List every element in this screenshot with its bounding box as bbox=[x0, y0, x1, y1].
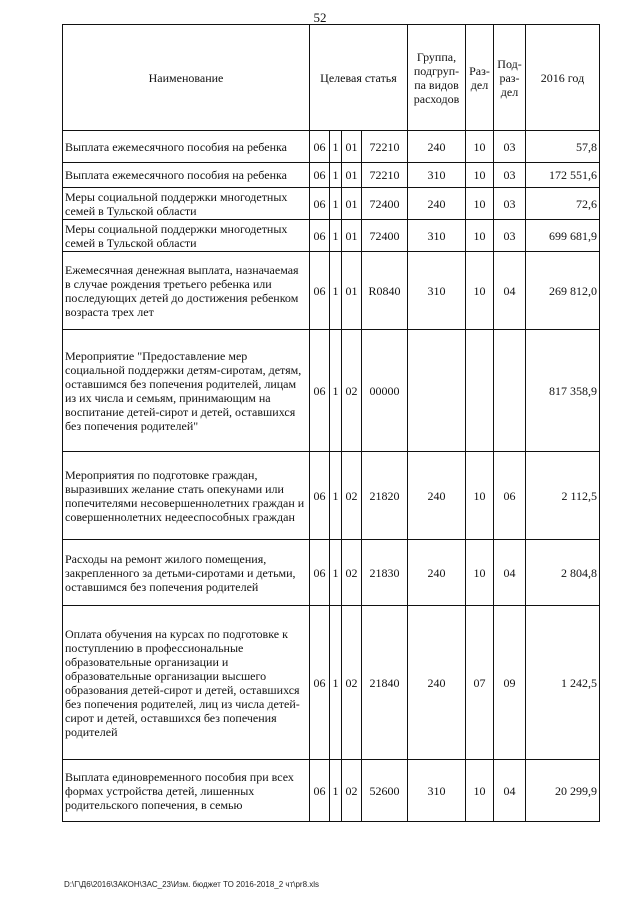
row-subprogram: 1 bbox=[330, 188, 342, 220]
row-expense-group: 310 bbox=[408, 760, 466, 822]
row-expense-group: 240 bbox=[408, 540, 466, 606]
row-expense-group: 240 bbox=[408, 131, 466, 163]
row-section bbox=[466, 330, 494, 452]
row-name: Меры социальной поддержки многодетных семей в Тульской области bbox=[63, 188, 310, 220]
row-program: 06 bbox=[310, 540, 330, 606]
row-main-event: 02 bbox=[342, 760, 362, 822]
header-target-article: Целевая статья bbox=[310, 25, 408, 131]
row-expense-group: 240 bbox=[408, 452, 466, 540]
row-direction: 52600 bbox=[362, 760, 408, 822]
row-direction: 72400 bbox=[362, 220, 408, 252]
table-row bbox=[63, 188, 600, 220]
row-section: 10 bbox=[466, 131, 494, 163]
row-subprogram: 1 bbox=[330, 220, 342, 252]
row-program: 06 bbox=[310, 188, 330, 220]
row-expense-group: 310 bbox=[408, 252, 466, 330]
row-subprogram: 1 bbox=[330, 606, 342, 760]
row-main-event: 01 bbox=[342, 163, 362, 188]
row-program: 06 bbox=[310, 220, 330, 252]
row-subprogram: 1 bbox=[330, 163, 342, 188]
row-main-event: 02 bbox=[342, 452, 362, 540]
row-program: 06 bbox=[310, 131, 330, 163]
row-name: Оплата обучения на курсах по подготовке к поступлению в профессиональные образовательные организации и образовательные организации высшего образования детей-сирот и детей, оставшихся без попечения родителей, лиц из числа детей-сирот и детей, оставшихся без попечения родителей bbox=[63, 606, 310, 760]
row-subprogram: 1 bbox=[330, 131, 342, 163]
row-subprogram: 1 bbox=[330, 330, 342, 452]
row-direction: 72210 bbox=[362, 131, 408, 163]
row-amount: 269 812,0 bbox=[526, 252, 600, 330]
row-main-event: 01 bbox=[342, 220, 362, 252]
row-main-event: 01 bbox=[342, 252, 362, 330]
table-row bbox=[63, 330, 600, 452]
row-section: 10 bbox=[466, 188, 494, 220]
row-subsection: 03 bbox=[494, 188, 526, 220]
row-section: 10 bbox=[466, 760, 494, 822]
row-amount: 2 804,8 bbox=[526, 540, 600, 606]
table-row bbox=[63, 131, 600, 163]
budget-table bbox=[62, 24, 600, 822]
header-section: Раз-дел bbox=[466, 25, 494, 131]
row-expense-group: 310 bbox=[408, 220, 466, 252]
row-amount: 1 242,5 bbox=[526, 606, 600, 760]
row-section: 10 bbox=[466, 163, 494, 188]
row-name: Мероприятие "Предоставление мер социальной поддержки детям-сиротам, детям, оставшимся без попечения родителей, лицам из их числа и семьям, принимающим на воспитание детей-сирот и детей, оставшихся без попечения родителей" bbox=[63, 330, 310, 452]
table-row bbox=[63, 220, 600, 252]
row-subprogram: 1 bbox=[330, 252, 342, 330]
row-subsection: 03 bbox=[494, 163, 526, 188]
row-subsection: 04 bbox=[494, 760, 526, 822]
row-section: 10 bbox=[466, 252, 494, 330]
table-header-row bbox=[63, 25, 600, 131]
page-number: 52 bbox=[313, 10, 327, 25]
table-row bbox=[63, 452, 600, 540]
row-subsection bbox=[494, 330, 526, 452]
row-amount: 20 299,9 bbox=[526, 760, 600, 822]
row-amount: 817 358,9 bbox=[526, 330, 600, 452]
row-program: 06 bbox=[310, 606, 330, 760]
row-subprogram: 1 bbox=[330, 540, 342, 606]
table-row bbox=[63, 760, 600, 822]
row-subsection: 03 bbox=[494, 131, 526, 163]
row-direction: 21820 bbox=[362, 452, 408, 540]
row-program: 06 bbox=[310, 330, 330, 452]
row-amount: 2 112,5 bbox=[526, 452, 600, 540]
row-program: 06 bbox=[310, 163, 330, 188]
row-expense-group: 310 bbox=[408, 163, 466, 188]
row-subsection: 04 bbox=[494, 540, 526, 606]
row-program: 06 bbox=[310, 252, 330, 330]
header-name: Наименование bbox=[63, 25, 310, 131]
row-name: Выплата единовременного пособия при всех формах устройства детей, лишенных родительского попечения, в семью bbox=[63, 760, 310, 822]
row-direction: 21830 bbox=[362, 540, 408, 606]
row-subsection: 04 bbox=[494, 252, 526, 330]
row-main-event: 02 bbox=[342, 540, 362, 606]
row-program: 06 bbox=[310, 452, 330, 540]
row-subsection: 06 bbox=[494, 452, 526, 540]
row-section: 10 bbox=[466, 540, 494, 606]
row-amount: 72,6 bbox=[526, 188, 600, 220]
row-section: 10 bbox=[466, 452, 494, 540]
row-subsection: 09 bbox=[494, 606, 526, 760]
row-expense-group: 240 bbox=[408, 606, 466, 760]
header-year: 2016 год bbox=[526, 25, 600, 131]
row-subprogram: 1 bbox=[330, 760, 342, 822]
row-expense-group: 240 bbox=[408, 188, 466, 220]
table-row bbox=[63, 163, 600, 188]
header-group: Группа, подгруп-па видов расходов bbox=[408, 25, 466, 131]
row-program: 06 bbox=[310, 760, 330, 822]
row-name: Меры социальной поддержки многодетных семей в Тульской области bbox=[63, 220, 310, 252]
row-expense-group bbox=[408, 330, 466, 452]
table-row bbox=[63, 252, 600, 330]
row-name: Выплата ежемесячного пособия на ребенка bbox=[63, 131, 310, 163]
row-section: 07 bbox=[466, 606, 494, 760]
file-path-footer: D:\Г\Д6\2016\ЗАКОН\ЗАС_23\Изм. бюджет ТО 2016-2018_2 чт\pr8.xls bbox=[64, 880, 320, 889]
row-subprogram: 1 bbox=[330, 452, 342, 540]
row-direction: 21840 bbox=[362, 606, 408, 760]
row-name: Расходы на ремонт жилого помещения, закрепленного за детьми-сиротами и детьми, оставшимся без попечения родителей bbox=[63, 540, 310, 606]
row-main-event: 01 bbox=[342, 188, 362, 220]
table-row bbox=[63, 606, 600, 760]
row-section: 10 bbox=[466, 220, 494, 252]
row-direction: 00000 bbox=[362, 330, 408, 452]
row-amount: 172 551,6 bbox=[526, 163, 600, 188]
table-row bbox=[63, 540, 600, 606]
header-subsection: Под-раз-дел bbox=[494, 25, 526, 131]
row-amount: 57,8 bbox=[526, 131, 600, 163]
row-name: Ежемесячная денежная выплата, назначаемая в случае рождения третьего ребенка или последующих детей до достижения ребенком возраста трех лет bbox=[63, 252, 310, 330]
row-name: Выплата ежемесячного пособия на ребенка bbox=[63, 163, 310, 188]
row-main-event: 02 bbox=[342, 330, 362, 452]
row-main-event: 02 bbox=[342, 606, 362, 760]
row-amount: 699 681,9 bbox=[526, 220, 600, 252]
row-name: Мероприятия по подготовке граждан, выразивших желание стать опекунами или попечителями несовершеннолетних граждан и совершеннолетних недееспособных граждан bbox=[63, 452, 310, 540]
row-main-event: 01 bbox=[342, 131, 362, 163]
row-direction: R0840 bbox=[362, 252, 408, 330]
row-direction: 72400 bbox=[362, 188, 408, 220]
row-subsection: 03 bbox=[494, 220, 526, 252]
row-direction: 72210 bbox=[362, 163, 408, 188]
